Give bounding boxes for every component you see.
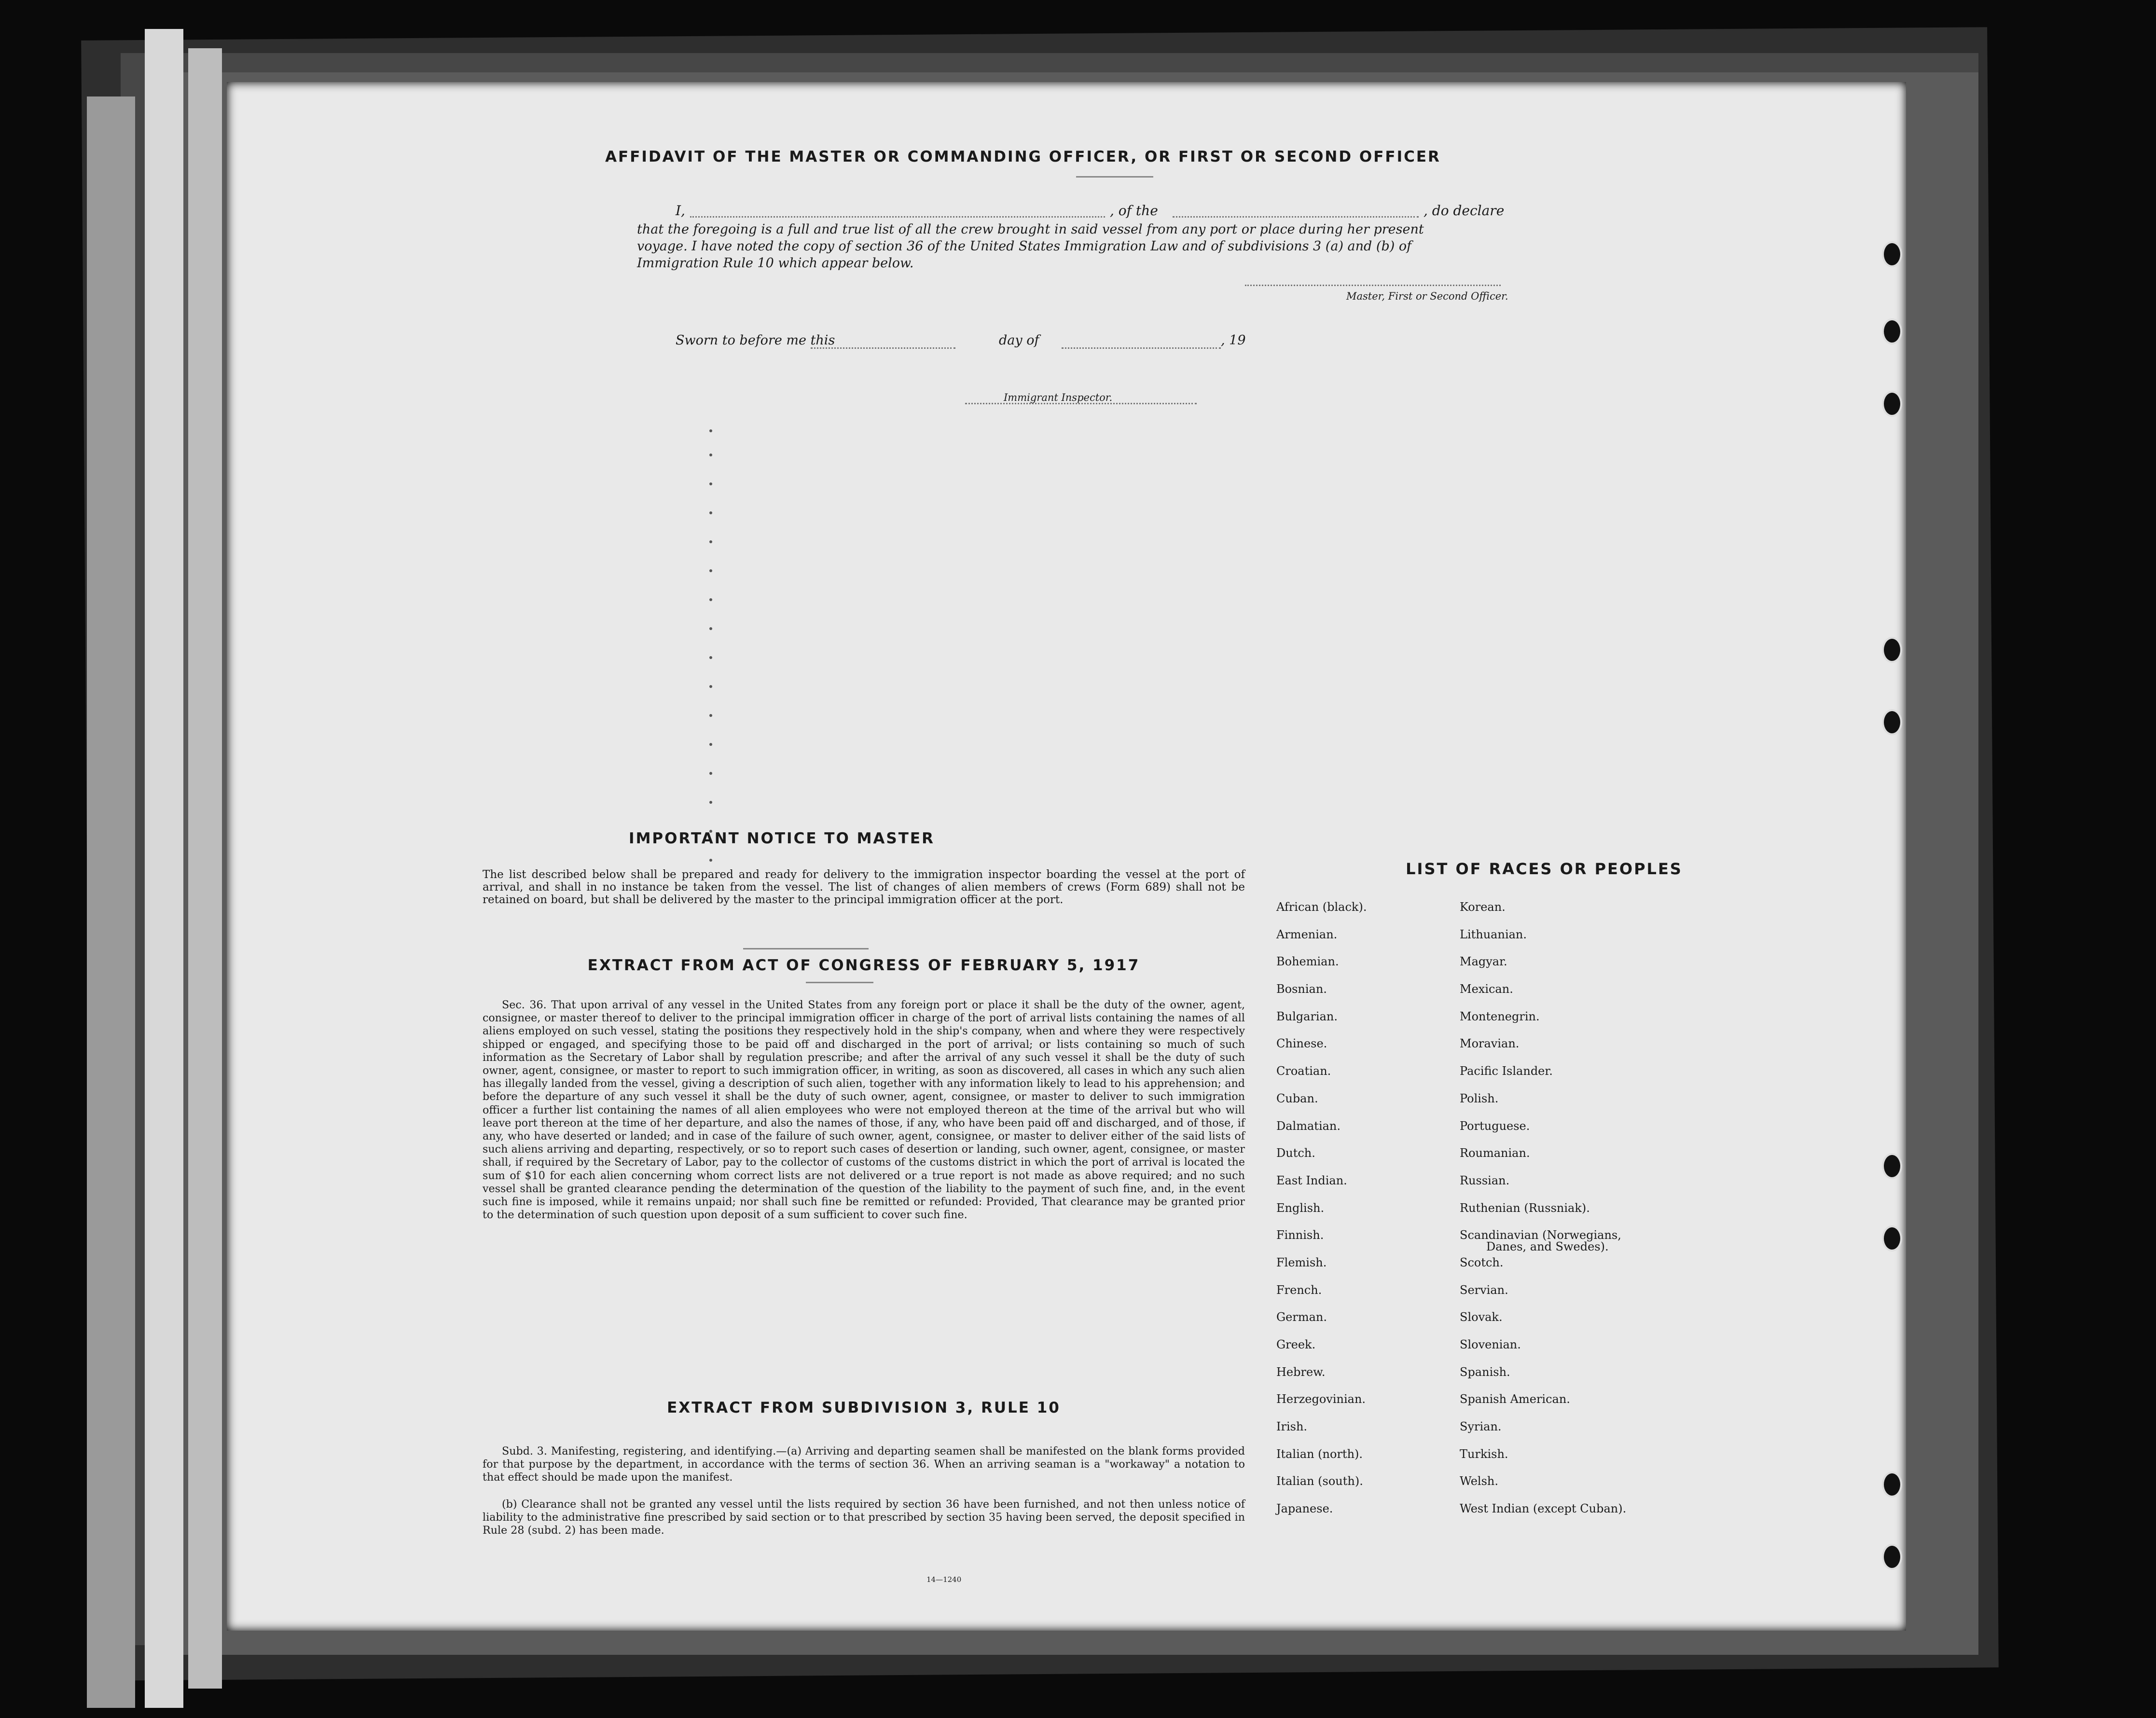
race-item: Portuguese.: [1460, 1119, 1530, 1133]
race-item: Dutch.: [1276, 1146, 1315, 1160]
affidavit-i: I,: [676, 203, 685, 219]
mark: [709, 482, 712, 485]
mark: [709, 540, 712, 543]
race-item: [1460, 1228, 1626, 1256]
race-item: Pacific Islander.: [1460, 1064, 1553, 1078]
race-item: Scotch.: [1460, 1255, 1504, 1269]
race-item: Moravian.: [1460, 1037, 1520, 1051]
divider: [743, 948, 869, 949]
sworn-month-blank: [1062, 347, 1221, 349]
rule-extract-para-a: Subd. 3. Manifesting, registering, and identifying.—(a) Arriving and departing seamen shall be manifested on the blank forms provided for that purpose by the department, in accordance with the terms of section 36. When an arriving seaman is a "workaway" a notation to that effect should be made upon the manifest.: [483, 1445, 1245, 1484]
affidavit-title: AFFIDAVIT OF THE MASTER OR COMMANDING OFFICER, OR FIRST OR SECOND OFFICER: [605, 148, 1441, 165]
race-item: African (black).: [1276, 900, 1367, 914]
race-item: Croatian.: [1276, 1064, 1331, 1078]
mark: [709, 714, 712, 717]
left-edge-strip: [145, 29, 183, 1708]
race-item: Ruthenian (Russniak).: [1460, 1201, 1590, 1215]
mark: [709, 801, 712, 804]
race-item: Hebrew.: [1276, 1365, 1326, 1379]
mark: [709, 569, 712, 572]
race-item: Cuban.: [1276, 1091, 1318, 1105]
binder-hole: [1882, 1471, 1902, 1498]
affidavit-line: voyage. I have noted the copy of section 36 of the United States Immigration Law and of subdivisions 3 (a) and (b) of: [637, 239, 1412, 254]
race-item: Greek.: [1276, 1338, 1316, 1351]
race-item: English.: [1276, 1201, 1325, 1215]
mark: [709, 454, 712, 456]
mark: [709, 429, 712, 432]
race-item: Welsh.: [1460, 1474, 1498, 1488]
binder-hole: [1882, 1153, 1902, 1179]
race-item: Montenegrin.: [1460, 1009, 1540, 1023]
binder-hole: [1882, 1544, 1902, 1570]
left-edge-strip: [188, 48, 222, 1689]
mark: [709, 743, 712, 746]
race-item: Armenian.: [1276, 927, 1338, 941]
race-item: Polish.: [1460, 1091, 1499, 1105]
race-item: Slovenian.: [1460, 1338, 1521, 1351]
act-extract-title: EXTRACT FROM ACT OF CONGRESS OF FEBRUARY 5, 1917: [587, 957, 1140, 974]
mark: [709, 511, 712, 514]
affidavit-line: that the foregoing is a full and true list of all the crew brought in said vessel from any port or place during her present: [637, 222, 1424, 237]
binder-hole: [1882, 241, 1902, 267]
mark: [709, 772, 712, 775]
mark: [709, 627, 712, 630]
race-item: West Indian (except Cuban).: [1460, 1502, 1627, 1516]
notice-text: The list described below shall be prepared and ready for delivery to the immigration inspector boarding the vessel at the port of arrival, and shall in no instance be taken from the vessel. The list of changes of alien members of crews (Form 689) shall not be retained on board, but shall be delivered by the master to the principal immigration officer at the port.: [483, 868, 1245, 906]
sworn-prefix: Sworn to before me this: [676, 333, 835, 348]
binder-hole: [1882, 318, 1902, 344]
races-column-1: [1276, 900, 1367, 1529]
divider: [806, 982, 873, 983]
inspector-label: Immigrant Inspector.: [1004, 392, 1113, 403]
races-title: LIST OF RACES OR PEOPLES: [1406, 860, 1683, 878]
race-item: Bohemian.: [1276, 955, 1339, 969]
race-item-continued: Danes, and Swedes).: [1486, 1240, 1609, 1254]
mark: [709, 859, 712, 862]
race-item: Herzegovinian.: [1276, 1392, 1366, 1406]
form-number: 14—1240: [926, 1575, 962, 1584]
document-page: [227, 82, 1906, 1631]
races-column-2: [1460, 900, 1626, 1529]
binder-hole: [1882, 637, 1902, 663]
race-item: Russian.: [1460, 1173, 1510, 1187]
race-item: Syrian.: [1460, 1420, 1502, 1434]
race-item: Irish.: [1276, 1420, 1308, 1434]
race-item: Chinese.: [1276, 1037, 1327, 1051]
race-item: Slovak.: [1460, 1310, 1503, 1324]
race-item: Italian (north).: [1276, 1447, 1363, 1461]
binder-hole: [1882, 391, 1902, 417]
master-signature-line: [1245, 285, 1501, 286]
race-item: Bulgarian.: [1276, 1009, 1338, 1023]
race-item: Spanish American.: [1460, 1392, 1570, 1406]
vessel-blank-line: [1173, 216, 1419, 218]
affidavit-of-the: , of the: [1110, 203, 1158, 219]
sworn-day-blank: [811, 347, 955, 349]
left-edge-strip: [87, 96, 135, 1708]
mark: [709, 598, 712, 601]
race-item: Bosnian.: [1276, 982, 1327, 996]
race-item: Flemish.: [1276, 1255, 1327, 1269]
race-item: Servian.: [1460, 1283, 1508, 1297]
title-underline: [1076, 176, 1153, 178]
race-item: Roumanian.: [1460, 1146, 1530, 1160]
name-blank-line: [690, 216, 1105, 218]
race-item: Dalmatian.: [1276, 1119, 1341, 1133]
sworn-year: , 19: [1221, 333, 1246, 348]
act-extract-text: Sec. 36. That upon arrival of any vessel in the United States from any foreign port or place it shall be the duty of the owner, agent, consignee, or master thereof to deliver to the principal immigration officer in charge of the port of arrival lists containing the names of all aliens employed on such vessel, stating the positions they respectively hold in the ship's company, when and where they were respectively shipped or engaged, and specifying those to be paid off and discharged in the port of arrival; or lists containing so much of such information as the Secretary of Labor shall by regulation prescribe; and after the arrival of any such vessel it shall be the duty of such owner, agent, consignee, or master to report to such immigration officer, in writing, as soon as discovered, all cases in which any such alien has illegally landed from the vessel, giving a description of such alien, together with any information likely to lead to his apprehension; and before the departure of any such vessel it shall be the duty of such owner, agent, consignee, or master to deliver to such immigration officer a further list containing the names of all alien employees who were not employed thereon at the time of the arrival but who will leave port thereon at the time of her departure, and also the names of those, if any, who have been paid off and discharged, and of those, if any, who have deserted or landed; and in case of the failure of such owner, agent, consignee, or master to deliver either of the said lists of such aliens arriving and departing, respectively, or so to report such cases of desertion or landing, such owner, agent, consignee, or master shall, if required by the Secretary of Labor, pay to the collector of customs of the customs district in which the port of arrival is located the sum of $10 for each alien concerning whom correct lists are not delivered or a true report is not made as above required; and no such vessel shall be granted clearance pending the determination of the question of the liability to the payment of such fine, and, in the event such fine is imposed, while it remains unpaid; nor shall such fine be remitted or refunded: Provided, That clearance may be granted prior to the determination of such question upon deposit of a sum sufficient to cover such fine.: [483, 999, 1245, 1222]
notice-title: IMPORTANT NOTICE TO MASTER: [629, 830, 935, 847]
race-item: Spanish.: [1460, 1365, 1510, 1379]
race-item: Finnish.: [1276, 1228, 1324, 1242]
binder-hole: [1882, 709, 1902, 735]
rule-extract-title: EXTRACT FROM SUBDIVISION 3, RULE 10: [667, 1399, 1061, 1416]
race-item: Lithuanian.: [1460, 927, 1527, 941]
rule-extract-para-b: (b) Clearance shall not be granted any vessel until the lists required by section 36 have been furnished, and not then unless notice of liability to the administrative fine prescribed by said section or to that prescribed by section 35 having been served, the deposit specified in Rule 28 (subd. 2) has been made.: [483, 1498, 1245, 1537]
race-item-text: Scandinavian (Norwegians,: [1460, 1228, 1621, 1242]
race-item: French.: [1276, 1283, 1322, 1297]
master-signature-label: Master, First or Second Officer.: [1346, 290, 1508, 302]
mark: [709, 685, 712, 688]
race-item: Mexican.: [1460, 982, 1513, 996]
race-item: Magyar.: [1460, 955, 1507, 969]
binder-hole: [1882, 1225, 1902, 1251]
race-item: Turkish.: [1460, 1447, 1508, 1461]
mark: [709, 656, 712, 659]
affidavit-declare: , do declare: [1424, 203, 1505, 219]
race-item: Italian (south).: [1276, 1474, 1363, 1488]
race-item: German.: [1276, 1310, 1327, 1324]
race-item: Korean.: [1460, 900, 1506, 914]
affidavit-line: Immigration Rule 10 which appear below.: [637, 256, 914, 271]
race-item: Japanese.: [1276, 1502, 1333, 1516]
sworn-day-of: day of: [999, 333, 1039, 348]
race-item: East Indian.: [1276, 1173, 1347, 1187]
